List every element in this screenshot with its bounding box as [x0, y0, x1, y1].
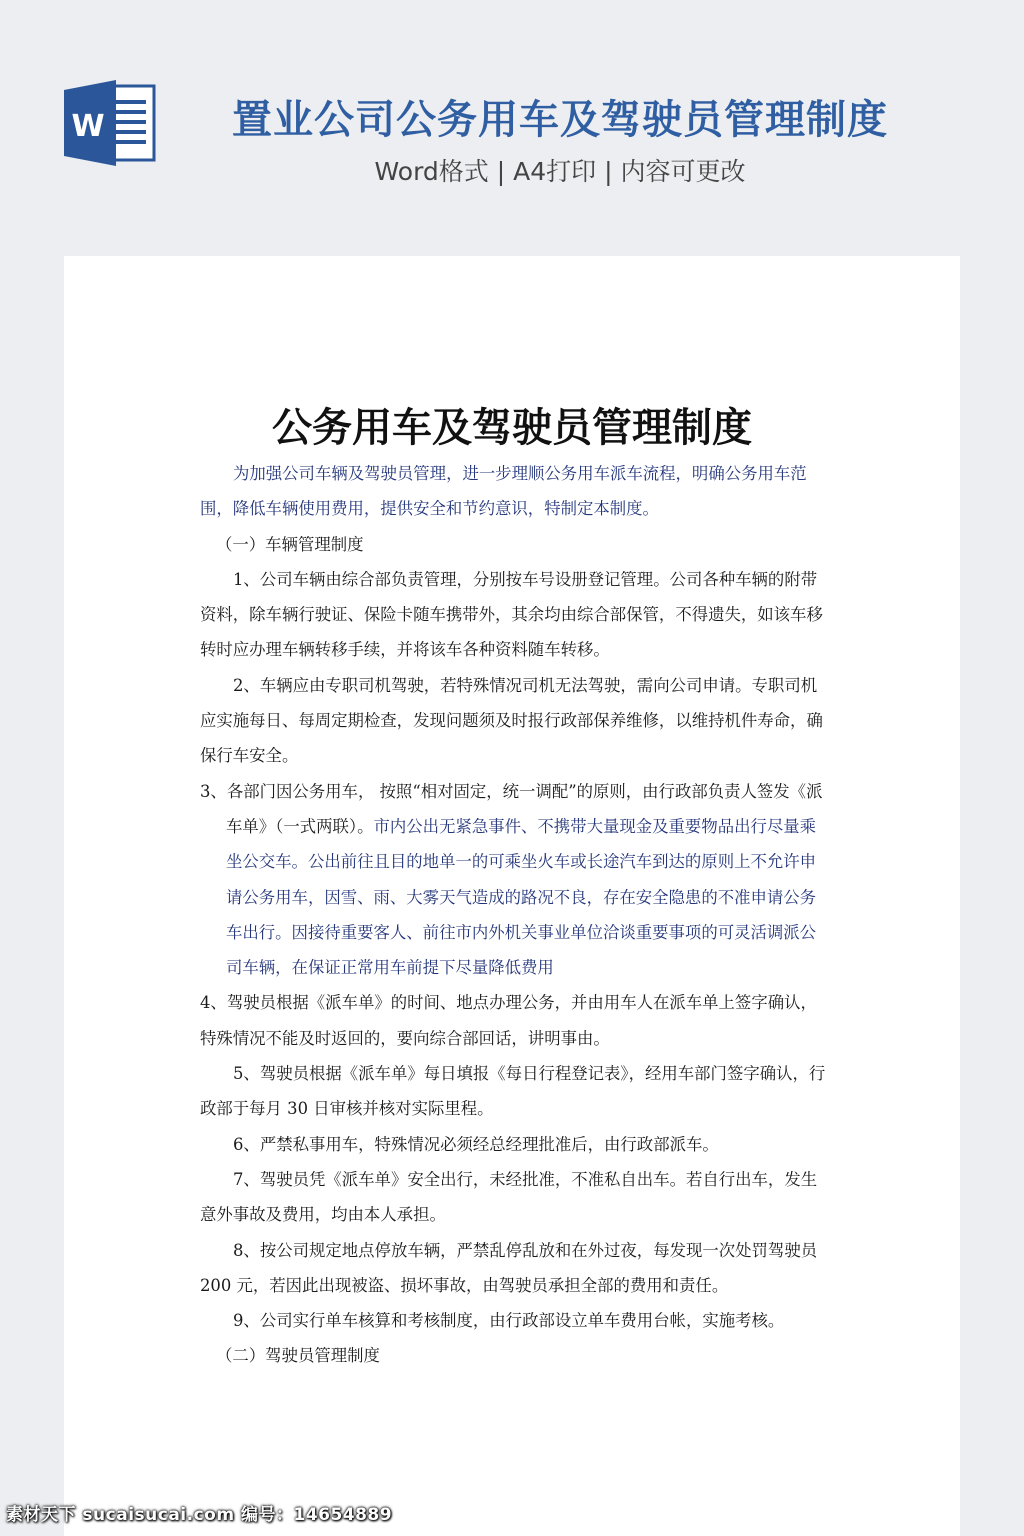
rule-item-3-part-a: 3、各部门因公务用车， 按照“相对固定，统一调配”的原则，由行政部负责人签发《派车单》（一式两联）。: [200, 781, 823, 836]
watermark-text: 素材天下 sucaisucai.com 编号：14654889: [6, 1505, 393, 1525]
rule-item-6: 6、严禁私事用车，特殊情况必须经总经理批准后，由行政部派车。: [233, 1134, 719, 1154]
document-title: 公务用车及驾驶员管理制度: [272, 405, 752, 451]
rule-item-7: 7、驾驶员凭《派车单》安全出行，未经批准，不准私自出车。若自行出车，发生意外事故及费用，均由本人承担。: [200, 1169, 818, 1225]
section-heading-vehicle: （一）车辆管理制度: [216, 534, 364, 554]
rule-item-3-part-b: 市内公出无紧急事件、不携带大量现金及重要物品出行尽量乘坐公交车。公出前往且目的地单一的可乘坐火车或长途汽车到达的原则上不允许申请公务用车，因雪、雨、大雾天气造成的路况不良，存在安全隐患的不准申请公务车出行。因接待重要客人、前往市内外机关事业单位洽谈重要事项的可灵活调派公司车辆，在保证正常用车前提下尽量降低费用: [226, 816, 817, 978]
section-heading-driver: （二）驾驶员管理制度: [216, 1346, 380, 1366]
document-page: [64, 256, 960, 1536]
intro-paragraph: 为加强公司车辆及驾驶员管理，进一步理顺公务用车派车流程，明确公务用车范围，降低车辆使用费用，提供安全和节约意识，特制定本制度。: [200, 464, 807, 519]
banner-title: 置业公司公务用车及驾驶员管理制度: [232, 97, 888, 143]
rule-item-3: [200, 774, 828, 986]
rule-item-5: 5、驾驶员根据《派车单》每日填报《每日行程登记表》，经用车部门签字确认，行政部于每月 30 日审核并核对实际里程。: [200, 1064, 826, 1119]
word-logo-letter: W: [71, 109, 105, 144]
word-doc-icon: [64, 80, 156, 166]
rule-item-8: 8、按公司规定地点停放车辆，严禁乱停乱放和在外过夜，每发现一次处罚驾驶员 200 元，若因此出现被盗、损坏事故，由驾驶员承担全部的费用和责任。: [200, 1240, 818, 1295]
rule-item-1: 1、公司车辆由综合部负责管理，分别按车号设册登记管理。公司各种车辆的附带资料，除车辆行驶证、保险卡随车携带外，其余均由综合部保管，不得遗失，如该车移转时应办理车辆转移手续，并将该车各种资料随车转移。: [200, 569, 823, 660]
document-body: [200, 456, 828, 1374]
rule-item-9: 9、公司实行单车核算和考核制度，由行政部设立单车费用台帐，实施考核。: [233, 1311, 785, 1331]
rule-item-2: 2、车辆应由专职司机驾驶，若特殊情况司机无法驾驶，需向公司申请。专职司机应实施每日、每周定期检查，发现问题须及时报行政部保养维修，以维持机件寿命，确保行车安全。: [200, 675, 823, 766]
rule-item-4: 4、驾驶员根据《派车单》的时间、地点办理公务，并由用车人在派车单上签字确认，特殊情况不能及时返回的，要向综合部回话，讲明事由。: [200, 993, 817, 1048]
banner-subtitle: Word格式 | A4打印 | 内容可更改: [374, 157, 746, 186]
